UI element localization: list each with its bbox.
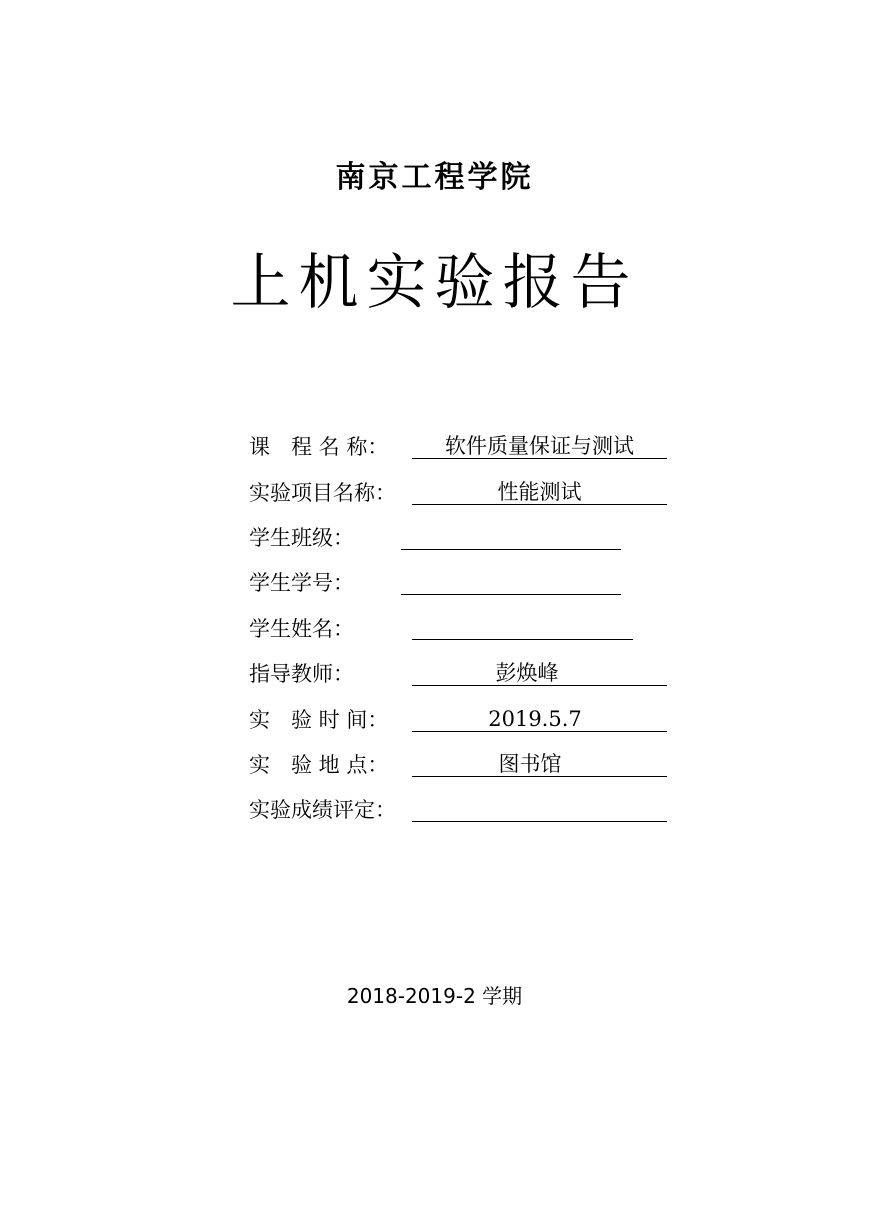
- grade-label: 实验成绩评定：: [249, 798, 396, 822]
- experiment-time-label: 实 验 时 间：: [249, 708, 389, 732]
- student-class-field[interactable]: [401, 525, 621, 550]
- student-name-field[interactable]: [412, 615, 633, 640]
- project-name-value: 性能测试: [497, 480, 582, 504]
- school-name: 南京工程学院: [335, 160, 534, 195]
- experiment-location-label: 实 验 地 点：: [249, 753, 389, 777]
- course-name-label: 课 程 名 称：: [249, 435, 389, 459]
- experiment-location-value: 图书馆: [498, 752, 562, 776]
- instructor-label: 指导教师：: [249, 662, 354, 686]
- project-name-label: 实验项目名称：: [249, 481, 396, 505]
- instructor-value: 彭焕峰: [495, 661, 559, 685]
- student-id-label: 学生学号：: [249, 571, 354, 595]
- experiment-time-field[interactable]: [412, 707, 667, 732]
- project-name-field[interactable]: [412, 480, 667, 505]
- student-class-label: 学生班级：: [249, 526, 354, 550]
- instructor-field[interactable]: [412, 661, 667, 686]
- report-title: 上机实验报告: [230, 248, 639, 318]
- experiment-location-field[interactable]: [412, 752, 667, 777]
- experiment-time-value: 2019.5.7: [488, 707, 582, 731]
- student-id-field[interactable]: [401, 570, 621, 595]
- semester-text: 2018-2019-2 学期: [346, 984, 523, 1008]
- course-name-value: 软件质量保证与测试: [445, 434, 634, 458]
- grade-field[interactable]: [412, 797, 667, 822]
- course-name-field[interactable]: [412, 434, 667, 459]
- student-name-label: 学生姓名：: [249, 617, 354, 641]
